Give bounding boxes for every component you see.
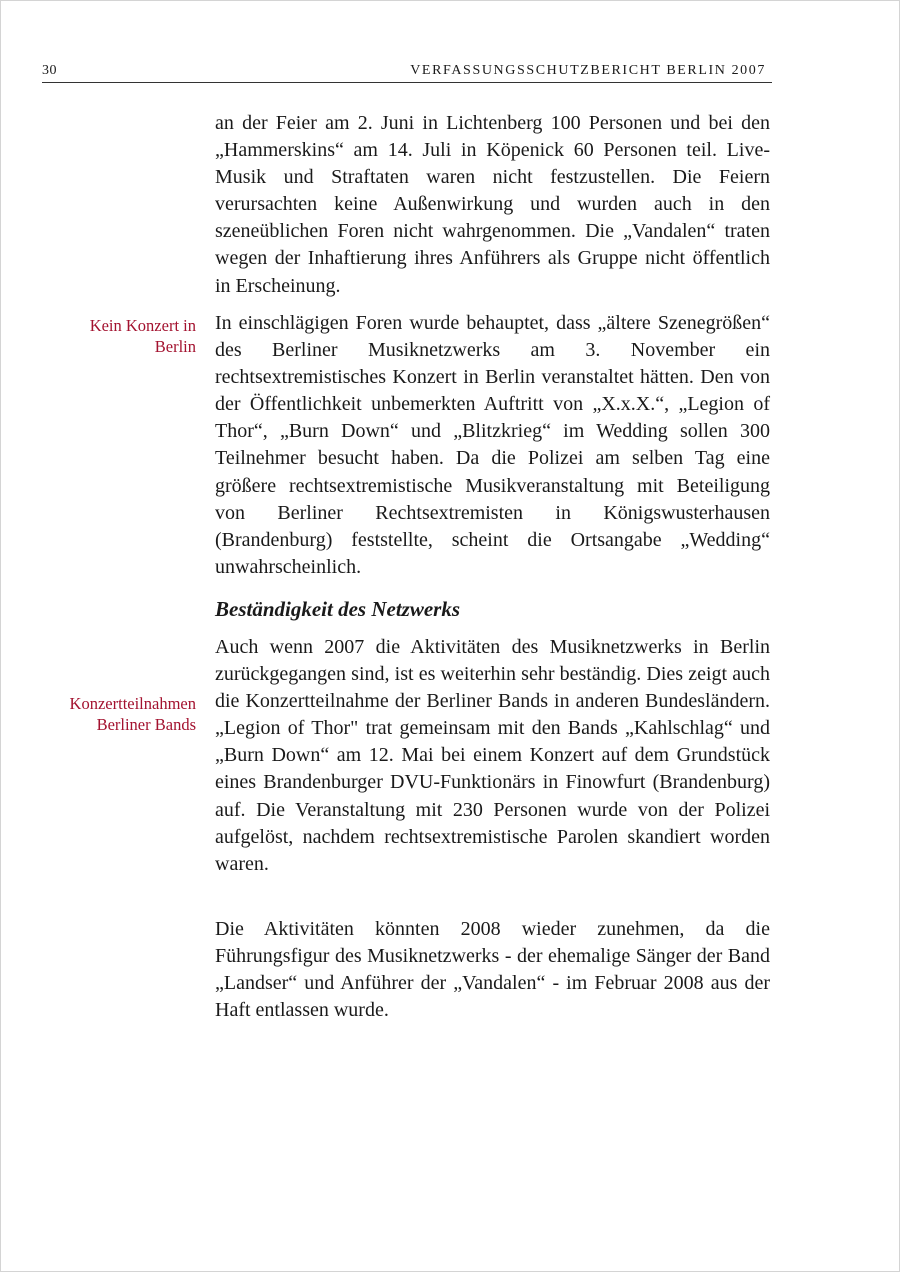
section-heading: Beständigkeit des Netzwerks xyxy=(215,597,460,621)
paragraph: an der Feier am 2. Juni in Lichtenberg 100 Personen und bei den „Hammerskins“ am 14. Juli in Köpenick 60 Personen teil. Live-Musik und Straftaten waren nicht festzustellen. Die Feiern verursachten keine Außenwirkung und wurden auch in den szeneüblichen Foren nicht wahrgenommen. Die „Vandalen“ traten wegen der Inhaftierung ihres Anführers als Gruppe nicht öffentlich in Erscheinung. xyxy=(215,112,770,297)
paragraph: Auch wenn 2007 die Aktivitäten des Musiknetzwerks in Berlin zurückgegangen sind, ist es weiterhin sehr beständig. Dies zeigt auch die Konzertteilnahme der Berliner Bands in anderen Bundesländern. „Legion of Thor" trat gemeinsam mit den Bands „Kahlschlag“ und „Burn Down“ am 12. Mai bei einem Konzert auf dem Grundstück eines Brandenburger DVU-Funktionärs in Finowfurt (Brandenburg) auf. Die Veranstaltung mit 230 Personen wurde von der Polizei aufgelöst, nachdem rechtsextremistische Parolen skandiert worden waren. xyxy=(215,636,770,875)
paragraph: In einschlägigen Foren wurde behauptet, dass „ältere Szenegrößen“ des Berliner Musiknetzwerks am 3. November ein rechtsextremistisches Konzert in Berlin veranstaltet hätten. Den von der Öffentlichkeit unbemerkten Auftritt von „X.x.X.“, „Legion of Thor“, „Burn Down“ und „Blitzkrieg“ im Wedding sollen 300 Teilnehmer besucht haben. Da die Polizei am selben Tag eine größere rechtsextremistische Musikveranstaltung mit Beteiligung von Berliner Rechtsextremisten in Königswusterhausen (Brandenburg) feststellte, scheint die Ortsangabe „Wedding“ unwahrscheinlich. xyxy=(215,312,770,578)
margin-note-no-concert xyxy=(90,315,196,357)
margin-note-concert-participation xyxy=(70,693,196,735)
running-title: VERFASSUNGSSCHUTZBERICHT BERLIN 2007 xyxy=(410,63,766,78)
margin-note-line: Berliner Bands xyxy=(96,715,196,734)
paragraph: Die Aktivitäten könnten 2008 wieder zunehmen, da die Führungsfigur des Musiknetzwerks - der ehemalige Sänger der Band „Landser“ und Anführer der „Vandalen“ - im Februar 2008 aus der Haft entlassen wurde. xyxy=(215,918,770,1022)
page-number: 30 xyxy=(42,63,57,78)
margin-note-line: Kein Konzert in xyxy=(89,316,196,335)
page-header xyxy=(42,63,772,83)
margin-note-line: Konzertteilnahmen xyxy=(69,694,196,713)
margin-note-line: Berlin xyxy=(154,337,196,356)
